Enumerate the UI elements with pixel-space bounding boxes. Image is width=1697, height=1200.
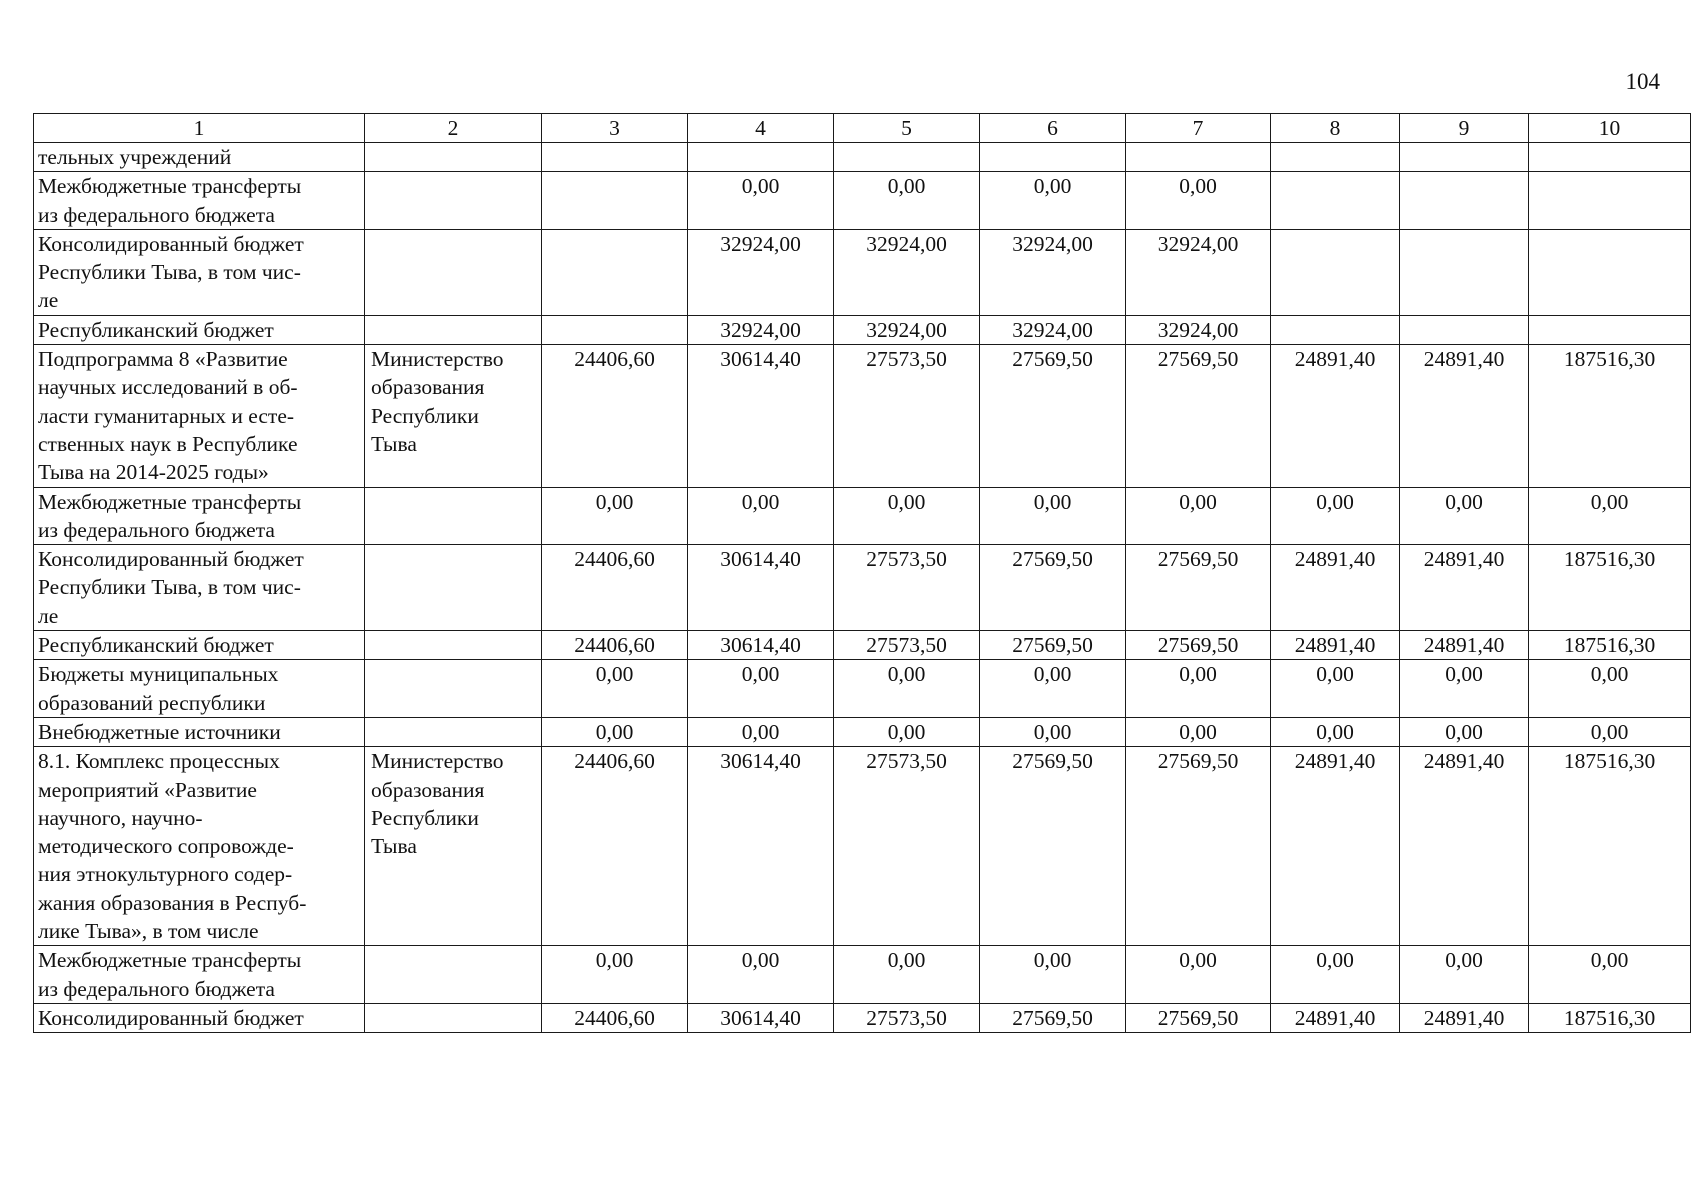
item-name-line: Межбюджетные трансферты — [38, 174, 302, 199]
amount-cell-col-3: 24406,60 — [542, 747, 688, 946]
amount-cell-col-4: 0,00 — [688, 717, 834, 746]
item-name-cell — [34, 229, 365, 315]
amount-cell-col-3: 24406,60 — [542, 631, 688, 660]
item-name-line: Республики Тыва, в том чис- — [38, 260, 301, 285]
amount-cell-col-4: 30614,40 — [688, 545, 834, 631]
amount-cell-col-5: 0,00 — [834, 172, 980, 230]
amount-cell-col-6: 0,00 — [980, 946, 1126, 1004]
table-body — [34, 114, 1691, 1033]
item-name-line: Тыва на 2014-2025 годы» — [38, 460, 269, 485]
amount-cell-col-5: 27573,50 — [834, 631, 980, 660]
amount-cell-col-9: 24891,40 — [1400, 545, 1529, 631]
table-row — [34, 487, 1691, 545]
item-name-line: из федерального бюджета — [38, 976, 275, 1001]
amount-cell-col-10: 0,00 — [1529, 946, 1691, 1004]
column-number-8: 8 — [1271, 114, 1400, 143]
executor-cell — [365, 229, 542, 315]
amount-cell-col-3: 24406,60 — [542, 545, 688, 631]
amount-cell-col-7: 27569,50 — [1126, 747, 1271, 946]
table-row — [34, 315, 1691, 344]
amount-cell-col-7: 0,00 — [1126, 487, 1271, 545]
amount-cell-col-3: 24406,60 — [542, 345, 688, 487]
amount-cell-col-3: 0,00 — [542, 487, 688, 545]
executor-line: образования — [371, 777, 485, 802]
amount-cell-col-5: 27573,50 — [834, 545, 980, 631]
amount-cell-col-6: 27569,50 — [980, 545, 1126, 631]
amount-cell-col-6: 32924,00 — [980, 315, 1126, 344]
amount-cell-col-3 — [542, 172, 688, 230]
executor-cell — [365, 315, 542, 344]
amount-cell-col-9: 24891,40 — [1400, 1003, 1529, 1032]
column-number-7: 7 — [1126, 114, 1271, 143]
amount-cell-col-9: 0,00 — [1400, 946, 1529, 1004]
item-name-line: Консолидированный бюджет — [38, 547, 304, 572]
item-name-line: ственных наук в Республике — [38, 431, 298, 456]
executor-line: Тыва — [371, 431, 417, 456]
amount-cell-col-10: 0,00 — [1529, 487, 1691, 545]
executor-cell — [365, 487, 542, 545]
item-name-line: из федерального бюджета — [38, 517, 275, 542]
amount-cell-col-10: 187516,30 — [1529, 545, 1691, 631]
column-number-3: 3 — [542, 114, 688, 143]
amount-cell-col-8: 24891,40 — [1271, 345, 1400, 487]
amount-cell-col-10 — [1529, 172, 1691, 230]
amount-cell-col-4: 30614,40 — [688, 631, 834, 660]
amount-cell-col-8: 24891,40 — [1271, 545, 1400, 631]
amount-cell-col-5: 32924,00 — [834, 315, 980, 344]
column-number-10: 10 — [1529, 114, 1691, 143]
executor-line: образования — [371, 375, 485, 400]
amount-cell-col-5: 32924,00 — [834, 229, 980, 315]
executor-cell — [365, 345, 542, 487]
executor-cell — [365, 660, 542, 718]
amount-cell-col-9: 0,00 — [1400, 660, 1529, 718]
amount-cell-col-10: 187516,30 — [1529, 747, 1691, 946]
amount-cell-col-5: 0,00 — [834, 660, 980, 718]
amount-cell-col-7: 27569,50 — [1126, 545, 1271, 631]
executor-cell — [365, 747, 542, 946]
amount-cell-col-10: 0,00 — [1529, 717, 1691, 746]
amount-cell-col-3 — [542, 315, 688, 344]
table-row — [34, 631, 1691, 660]
column-number-5: 5 — [834, 114, 980, 143]
amount-cell-col-3: 0,00 — [542, 946, 688, 1004]
amount-cell-col-6 — [980, 143, 1126, 172]
item-name-cell — [34, 545, 365, 631]
executor-line: Тыва — [371, 834, 417, 859]
item-name-cell — [34, 747, 365, 946]
amount-cell-col-7 — [1126, 143, 1271, 172]
amount-cell-col-7: 27569,50 — [1126, 631, 1271, 660]
amount-cell-col-6: 27569,50 — [980, 345, 1126, 487]
executor-line: Республики — [371, 403, 479, 428]
amount-cell-col-9 — [1400, 143, 1529, 172]
item-name-line: Подпрограмма 8 «Развитие — [38, 347, 288, 372]
item-name-line: Межбюджетные трансферты — [38, 948, 302, 973]
amount-cell-col-7: 0,00 — [1126, 946, 1271, 1004]
item-name-cell — [34, 946, 365, 1004]
amount-cell-col-8: 0,00 — [1271, 660, 1400, 718]
executor-cell — [365, 946, 542, 1004]
amount-cell-col-9: 0,00 — [1400, 717, 1529, 746]
executor-line: Министерство — [371, 749, 504, 774]
item-name-line: научных исследований в об- — [38, 375, 298, 400]
amount-cell-col-8 — [1271, 143, 1400, 172]
executor-line: Республики — [371, 805, 479, 830]
item-name-cell — [34, 487, 365, 545]
amount-cell-col-4: 30614,40 — [688, 747, 834, 946]
amount-cell-col-7: 27569,50 — [1126, 1003, 1271, 1032]
item-name-line: образований республики — [38, 690, 266, 715]
item-name-line: ния этнокультурного содер- — [38, 862, 293, 887]
table-row — [34, 747, 1691, 946]
amount-cell-col-6: 0,00 — [980, 172, 1126, 230]
column-number-9: 9 — [1400, 114, 1529, 143]
item-name-cell — [34, 315, 365, 344]
amount-cell-col-6: 0,00 — [980, 660, 1126, 718]
amount-cell-col-7: 0,00 — [1126, 717, 1271, 746]
item-name-line: Внебюджетные источники — [38, 719, 281, 744]
executor-cell — [365, 172, 542, 230]
executor-cell — [365, 717, 542, 746]
amount-cell-col-4: 30614,40 — [688, 1003, 834, 1032]
amount-cell-col-8: 24891,40 — [1271, 747, 1400, 946]
amount-cell-col-6: 0,00 — [980, 487, 1126, 545]
item-name-line: лике Тыва», в том числе — [38, 919, 259, 944]
amount-cell-col-9: 24891,40 — [1400, 747, 1529, 946]
amount-cell-col-7: 32924,00 — [1126, 229, 1271, 315]
amount-cell-col-10: 187516,30 — [1529, 1003, 1691, 1032]
amount-cell-col-6: 27569,50 — [980, 1003, 1126, 1032]
table-row — [34, 1003, 1691, 1032]
amount-cell-col-8 — [1271, 229, 1400, 315]
table-row — [34, 717, 1691, 746]
amount-cell-col-8 — [1271, 172, 1400, 230]
amount-cell-col-6: 32924,00 — [980, 229, 1126, 315]
executor-cell — [365, 143, 542, 172]
table-row — [34, 545, 1691, 631]
amount-cell-col-3: 24406,60 — [542, 1003, 688, 1032]
amount-cell-col-9: 24891,40 — [1400, 345, 1529, 487]
item-name-cell — [34, 660, 365, 718]
table-row — [34, 143, 1691, 172]
item-name-cell — [34, 143, 365, 172]
amount-cell-col-10 — [1529, 229, 1691, 315]
amount-cell-col-9 — [1400, 172, 1529, 230]
item-name-line: Республиканский бюджет — [38, 317, 274, 342]
executor-cell — [365, 1003, 542, 1032]
item-name-line: ле — [38, 288, 59, 313]
executor-cell — [365, 545, 542, 631]
table-row — [34, 229, 1691, 315]
item-name-cell — [34, 172, 365, 230]
amount-cell-col-4: 0,00 — [688, 946, 834, 1004]
column-number-6: 6 — [980, 114, 1126, 143]
table-row — [34, 172, 1691, 230]
amount-cell-col-8 — [1271, 315, 1400, 344]
amount-cell-col-6: 27569,50 — [980, 631, 1126, 660]
item-name-line: Бюджеты муниципальных — [38, 662, 279, 687]
page-number: 104 — [1625, 69, 1660, 94]
column-number-4: 4 — [688, 114, 834, 143]
item-name-cell — [34, 1003, 365, 1032]
amount-cell-col-8: 0,00 — [1271, 487, 1400, 545]
item-name-line: Республики Тыва, в том чис- — [38, 575, 301, 600]
item-name-line: ласти гуманитарных и есте- — [38, 403, 295, 428]
amount-cell-col-9: 24891,40 — [1400, 631, 1529, 660]
table-row — [34, 345, 1691, 487]
amount-cell-col-10: 187516,30 — [1529, 631, 1691, 660]
amount-cell-col-10 — [1529, 315, 1691, 344]
column-number-row — [34, 114, 1691, 143]
amount-cell-col-8: 24891,40 — [1271, 631, 1400, 660]
item-name-line: Межбюджетные трансферты — [38, 489, 302, 514]
amount-cell-col-10 — [1529, 143, 1691, 172]
amount-cell-col-8: 0,00 — [1271, 946, 1400, 1004]
amount-cell-col-5: 0,00 — [834, 946, 980, 1004]
amount-cell-col-5: 27573,50 — [834, 345, 980, 487]
item-name-line: Республиканский бюджет — [38, 633, 274, 658]
amount-cell-col-5 — [834, 143, 980, 172]
executor-cell — [365, 631, 542, 660]
amount-cell-col-9 — [1400, 229, 1529, 315]
amount-cell-col-3 — [542, 143, 688, 172]
amount-cell-col-4: 0,00 — [688, 487, 834, 545]
item-name-line: 8.1. Комплекс процессных — [38, 749, 280, 774]
amount-cell-col-8: 0,00 — [1271, 717, 1400, 746]
amount-cell-col-4 — [688, 143, 834, 172]
amount-cell-col-4: 30614,40 — [688, 345, 834, 487]
amount-cell-col-3 — [542, 229, 688, 315]
amount-cell-col-4: 32924,00 — [688, 315, 834, 344]
table-row — [34, 660, 1691, 718]
table-row — [34, 946, 1691, 1004]
item-name-line: ле — [38, 603, 59, 628]
item-name-line: жания образования в Респуб- — [38, 890, 307, 915]
amount-cell-col-7: 0,00 — [1126, 172, 1271, 230]
amount-cell-col-9: 0,00 — [1400, 487, 1529, 545]
amount-cell-col-7: 0,00 — [1126, 660, 1271, 718]
amount-cell-col-5: 27573,50 — [834, 1003, 980, 1032]
amount-cell-col-4: 0,00 — [688, 660, 834, 718]
budget-table — [33, 113, 1691, 1033]
item-name-line: научного, научно- — [38, 805, 203, 830]
item-name-line: Консолидированный бюджет — [38, 231, 304, 256]
amount-cell-col-5: 27573,50 — [834, 747, 980, 946]
amount-cell-col-6: 0,00 — [980, 717, 1126, 746]
amount-cell-col-5: 0,00 — [834, 487, 980, 545]
item-name-line: методического сопровожде- — [38, 834, 294, 859]
item-name-cell — [34, 345, 365, 487]
amount-cell-col-4: 0,00 — [688, 172, 834, 230]
amount-cell-col-6: 27569,50 — [980, 747, 1126, 946]
amount-cell-col-3: 0,00 — [542, 660, 688, 718]
executor-line: Министерство — [371, 347, 504, 372]
amount-cell-col-4: 32924,00 — [688, 229, 834, 315]
amount-cell-col-10: 187516,30 — [1529, 345, 1691, 487]
column-number-1: 1 — [34, 114, 365, 143]
column-number-2: 2 — [365, 114, 542, 143]
amount-cell-col-3: 0,00 — [542, 717, 688, 746]
amount-cell-col-7: 32924,00 — [1126, 315, 1271, 344]
item-name-cell — [34, 717, 365, 746]
item-name-line: тельных учреждений — [38, 145, 232, 169]
item-name-line: Консолидированный бюджет — [38, 1005, 304, 1030]
item-name-line: мероприятий «Развитие — [38, 777, 257, 802]
amount-cell-col-8: 24891,40 — [1271, 1003, 1400, 1032]
amount-cell-col-10: 0,00 — [1529, 660, 1691, 718]
item-name-line: из федерального бюджета — [38, 202, 275, 227]
item-name-cell — [34, 631, 365, 660]
amount-cell-col-5: 0,00 — [834, 717, 980, 746]
amount-cell-col-7: 27569,50 — [1126, 345, 1271, 487]
amount-cell-col-9 — [1400, 315, 1529, 344]
